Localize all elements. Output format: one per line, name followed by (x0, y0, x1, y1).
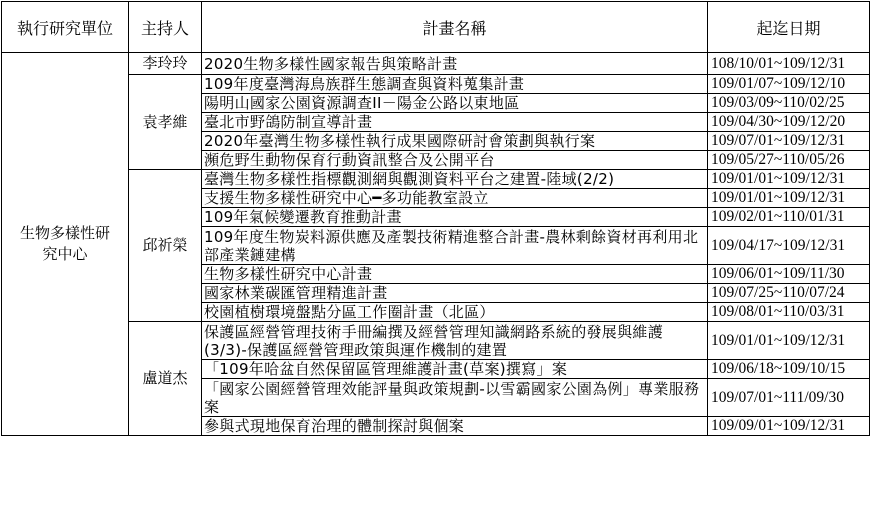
period-cell: 109/05/27~110/05/26 (708, 151, 870, 170)
period-cell: 109/09/01~109/12/31 (708, 417, 870, 436)
research-unit-label: 生物多樣性研究中心 (19, 224, 110, 263)
project-name-cell: 臺灣生物多樣性指標觀測網與觀測資料平台之建置-陸域(2/2) (202, 170, 708, 189)
host-cell: 李玲玲 (129, 53, 202, 75)
project-name-cell: 109年度生物炭料源供應及產製技術精進整合計畫-農林剩餘資材再利用北部產業鏈建構 (202, 227, 708, 265)
host-cell: 袁孝維 (129, 75, 202, 170)
table-row (2, 53, 870, 75)
header-host: 主持人 (129, 2, 202, 53)
header-period: 起迄日期 (708, 2, 870, 53)
period-cell: 109/02/01~110/01/31 (708, 208, 870, 227)
project-name-cell: 「國家公園經營管理效能評量與政策規劃-以雪霸國家公園為例」專業服務案 (202, 379, 708, 417)
project-name-cell: 臺北市野鴿防制宣導計畫 (202, 113, 708, 132)
period-cell: 109/03/09~110/02/25 (708, 94, 870, 113)
project-table (1, 1, 870, 436)
period-cell: 109/04/30~109/12/20 (708, 113, 870, 132)
table-row (2, 75, 870, 94)
header-row (2, 2, 870, 53)
period-cell: 108/10/01~109/12/31 (708, 53, 870, 75)
period-cell: 109/04/17~109/12/31 (708, 227, 870, 265)
table-row (2, 322, 870, 360)
project-name-cell: 生物多樣性研究中心計畫 (202, 265, 708, 284)
period-cell: 109/01/01~109/12/31 (708, 322, 870, 360)
period-cell: 109/07/01~111/09/30 (708, 379, 870, 417)
table-row (2, 170, 870, 189)
project-name-cell: 2020年臺灣生物多樣性執行成果國際研討會策劃與執行案 (202, 132, 708, 151)
project-name-cell: 國家林業碳匯管理精進計畫 (202, 284, 708, 303)
host-cell: 邱祈榮 (129, 170, 202, 322)
header-project-name: 計畫名稱 (202, 2, 708, 53)
project-name-cell: 支援生物多樣性研究中心━多功能教室設立 (202, 189, 708, 208)
header-unit: 執行研究單位 (2, 2, 129, 53)
period-cell: 109/06/01~109/11/30 (708, 265, 870, 284)
period-cell: 109/01/07~109/12/10 (708, 75, 870, 94)
research-unit-cell (2, 53, 129, 436)
project-name-cell: 校園植樹環境盤點分區工作圈計畫（北區） (202, 303, 708, 322)
project-name-cell: 保護區經營管理技術手冊編撰及經營管理知識網路系統的發展與維護(3/3)-保護區經營管理政策與運作機制的建置 (202, 322, 708, 360)
project-name-cell: 2020生物多樣性國家報告與策略計畫 (202, 53, 708, 75)
period-cell: 109/06/18~109/10/15 (708, 360, 870, 379)
host-cell: 盧道杰 (129, 322, 202, 436)
project-name-cell: 109年氣候變遷教育推動計畫 (202, 208, 708, 227)
project-name-cell: 瀕危野生動物保育行動資訊整合及公開平台 (202, 151, 708, 170)
period-cell: 109/07/01~109/12/31 (708, 132, 870, 151)
project-name-cell: 「109年哈盆自然保留區管理維護計畫(草案)撰寫」案 (202, 360, 708, 379)
project-name-cell: 109年度臺灣海鳥族群生態調查與資料蒐集計畫 (202, 75, 708, 94)
period-cell: 109/07/25~110/07/24 (708, 284, 870, 303)
project-name-cell: 參與式現地保育治理的體制探討與個案 (202, 417, 708, 436)
period-cell: 109/01/01~109/12/31 (708, 170, 870, 189)
period-cell: 109/08/01~110/03/31 (708, 303, 870, 322)
project-name-cell: 陽明山國家公園資源調查II－陽金公路以東地區 (202, 94, 708, 113)
period-cell: 109/01/01~109/12/31 (708, 189, 870, 208)
